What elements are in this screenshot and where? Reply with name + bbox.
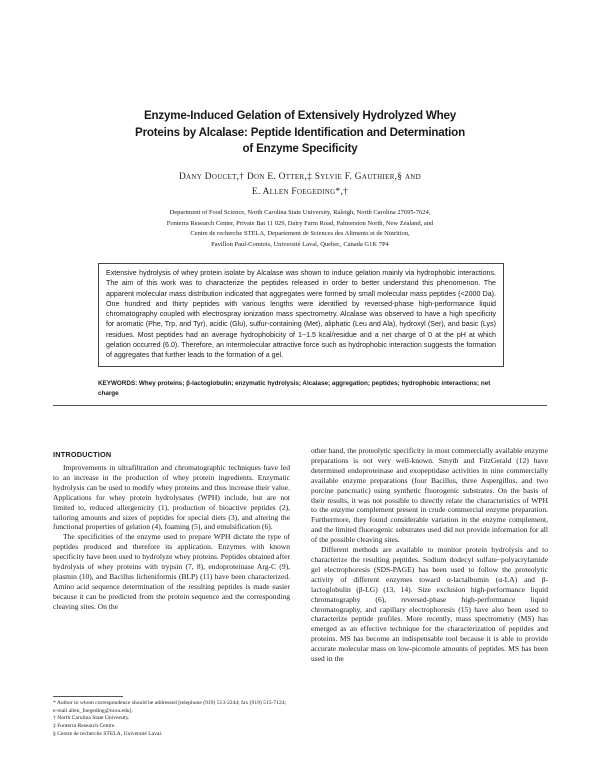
- right-column: [311, 446, 548, 664]
- affiliation-line: Fonterra Research Center, Private Bat 11 029, Dairy Farm Road, Palmerston North, New Zealand, and: [166, 219, 434, 227]
- section-divider: [53, 405, 547, 406]
- title-line: Proteins by Alcalase: Peptide Identification and Determination: [135, 125, 465, 139]
- author-list: [60, 170, 540, 200]
- paragraph: The specificities of the enzyme used to prepare WPH dictate the type of peptides produced and therefore its application. Enzymes with known specificity have been used to hydrolyze whey proteins. Peptides obtained after hydrolysis of whey proteins with trypsin (7, 8), endoproteinase Arg-C (9), plasmin (10), and Bacillus licheniformis (BLP) (11) have been characterized. Amino acid sequence determination of the resulting peptides is made easier because it can be predicted from the protein sequence and the corresponding cleaving sites. On the: [53, 532, 290, 611]
- footnote-divider: [53, 696, 123, 697]
- left-column: [53, 463, 290, 612]
- section-heading: INTRODUCTION: [53, 450, 112, 459]
- paper-title: [60, 108, 540, 158]
- footnotes: [53, 700, 290, 739]
- paragraph: Different methods are available to monitor protein hydrolysis and to characterize the resulting peptides. Sodium dodecyl sulfate−polyacrylamide gel electrophoresis (SDS-PAGE) has been used to follow the proteolytic activity of different enzymes toward α-lactalbumin (α-LA) and β-lactoglobulin (β-LG) (13, 14). Size exclusion high-performance liquid chromatography (6), reversed-phase high-performance liquid chromatography, and capillary electrophoresis (15) have also been used to characterize peptide profiles. More recently, mass spectrometry (MS) has emerged as an effective technique for the characterization of peptides and proteins. MS has become an indispensable tool because it is able to provide accurate molecular mass on low-picomole amounts of peptides. MS has been used in the: [311, 545, 548, 664]
- paragraph: other hand, the proteolytic specificity in most commercially available enzyme preparations is not very well-known. Smyth and FitzGerald (12) have determined endoproteinase and exopeptidase activities in nine commercially available enzyme preparations (four Bacillus, three Aspergillus, and two porcine pancreatic) using synthetic fluorogenic substrates. On the basis of their results, it was not possible to directly relate the characteristics of WPH to the enzyme complement present in crude commercial enzyme preparation. Furthermore, they found considerable variation in the enzyme complement, and the limited fluorogenic substrates used did not provide information for all of the possible cleaving sites.: [311, 446, 548, 545]
- footnote: * Author to whom correspondence should be addressed [telephone (919) 513-2244; fax (919) 515-7124; e-mail allen_foegeding@ncsu.edu].: [53, 700, 287, 714]
- affiliation-line: Pavillon Paul-Comtois, Université Laval, Quebec, Canada G1K 7P4: [211, 240, 389, 248]
- footnote: † North Carolina State University.: [53, 715, 130, 722]
- title-line: Enzyme-Induced Gelation of Extensively Hydrolyzed Whey: [144, 109, 456, 122]
- footnote: § Centre de recherche STELA, Université Laval.: [53, 730, 163, 737]
- paragraph: Improvements in ultrafiltration and chromatographic techniques have led to an increase in the production of whey protein ingredients. Enzymatic hydrolysis can be used to modify whey proteins and thus increase their value. Applications for whey protein hydrolysates (WPH) include, but are not limited to, reduced allergenicity (1), production of bioactive peptides (2), tailoring amounts and sizes of peptides for special diets (3), and altering the functional properties of gelation (4), foaming (5), and emulsification (6).: [53, 463, 290, 532]
- affiliations: [95, 208, 505, 250]
- footnote: ‡ Fonterra Research Centre.: [53, 723, 116, 730]
- affiliation-line: Centre de recherche STELA, Departement de Sciences des Aliments et de Nutrition,: [190, 230, 410, 238]
- abstract: Extensive hydrolysis of whey protein isolate by Alcalase was shown to induce gelation mainly via hydrophobic interactions. The aim of this work was to characterize the peptides released in order to better understand this phenomenon. The apparent molecular mass distribution indicated that aggregates were formed by small molecular mass peptides (<2000 Da). One hundred and thirty peptides with various lengths were identified by reversed-phase high-performance liquid chromatography coupled with electrospray ionization mass spectrometry. Alcalase was observed to have a high specificity for aromatic (Phe, Trp, and Tyr), acidic (Glu), sulfur-containing (Met), aliphatic (Leu and Ala), hydroxyl (Ser), and basic (Lys) residues. Most peptides had an average hydrophobicity of 1−1.5 kcal/residue and a net charge of 0 at the pH at which gelation occurred (6.0). Therefore, an intermolecular attractive force such as hydrophobic interaction suggests the formation of aggregates that further leads to the formation of a gel.: [98, 263, 504, 367]
- title-line: of Enzyme Specificity: [242, 142, 358, 155]
- affiliation-line: Department of Food Science, North Carolina State University, Raleigh, North Carolina 27695-7624,: [169, 209, 431, 216]
- authors-line: Dany Doucet,† Don E. Otter,‡ Sylvie F. Gauthier,§ and: [178, 172, 422, 182]
- authors-line: E. Allen Foegeding*,†: [251, 187, 349, 197]
- keywords: KEYWORDS: Whey proteins; β-lactoglobulin; enzymatic hydrolysis; Alcalase; aggregation; peptides; hydrophobic interactions; net charge: [98, 380, 491, 397]
